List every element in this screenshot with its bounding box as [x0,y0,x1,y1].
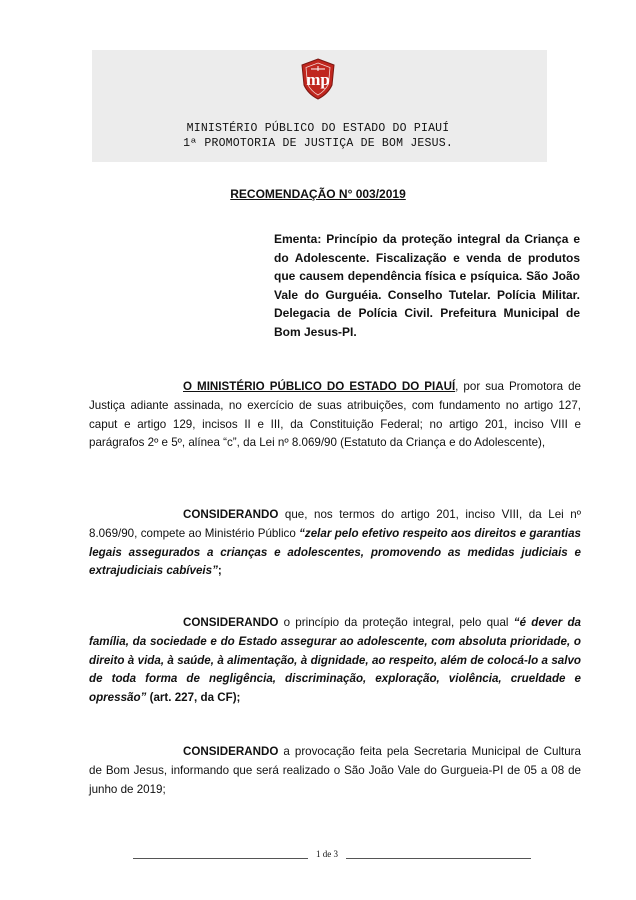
legal-quote: “zelar pelo efetivo respeito aos direitos e garantias legais assegurados a crianças e adolescentes, promovendo as medidas judiciais e extrajudiciais cabíveis” [89,526,581,578]
preamble-text: , por sua Promotora de Justiça adiante assinada, no exercício de suas atribuições, com fundamento no artigo 127, caput e artigo 129, incisos II e III, da Constituição Federal; no artigo 201, inciso VIII e parágrafos 2º e 5º, alínea “c”, da Lei nº 8.069/90 (Estatuto da Criança e do Adolescente), [89,380,581,450]
considerando-tail: (art. 227, da CF); [146,691,241,705]
ementa-summary: Ementa: Princípio da proteção integral da Criança e do Adolescente. Fiscalização e venda de produtos que causem dependência física e psíquica. São João Vale do Gurguéia. Conselho Tutelar. Polícia Militar. Delegacia de Polícia Civil. Prefeitura Municipal de Bom Jesus-PI. [274,232,580,339]
institution-name: MINISTÉRIO PÚBLICO DO ESTADO DO PIAUÍ [186,122,450,135]
considerando-text: que, nos termos do artigo 201, inciso VIII, da Lei nº 8.069/90, compete ao Ministério Público [89,508,581,540]
considerando-text: o princípio da proteção integral, pelo qual [278,616,514,629]
considerando-paragraph-3 [89,743,581,799]
preamble-paragraph [89,378,581,453]
considerando-text: a provocação feita pela Secretaria Municipal de Cultura de Bom Jesus, informando que será realizado o São João Vale do Gurgueia-PI de 05 a 08 de junho de 2019; [89,745,581,796]
considerando-lead: CONSIDERANDO [183,745,279,758]
considerando-tail: ; [217,564,222,578]
footer-rule-left [133,858,308,859]
page-number: 1 de 3 [316,849,338,859]
footer-rule-right [346,858,531,859]
considerando-lead: CONSIDERANDO [183,616,279,629]
svg-text:mp: mp [306,70,330,89]
ministerio-lead: O MINISTÉRIO PÚBLICO DO ESTADO DO PIAUÍ [183,380,456,393]
considerando-paragraph-2 [89,614,581,708]
prosecutor-office-name: 1ª PROMOTORIA DE JUSTIÇA DE BOM JESUS. [183,137,453,150]
ministerio-publico-seal-icon [300,58,336,100]
considerando-paragraph-1 [89,506,581,581]
document-title: RECOMENDAÇÃO N° 003/2019 [230,187,406,201]
considerando-lead: CONSIDERANDO [183,508,279,521]
legal-quote: “é dever da família, da sociedade e do Estado assegurar ao adolescente, com absoluta prioridade, o direito à vida, à saúde, à alimentação, à dignidade, ao respeito, além de colocá-lo a salvo de toda forma de negligência, discriminação, exploração, violência, crueldade e opressão” [89,616,582,705]
